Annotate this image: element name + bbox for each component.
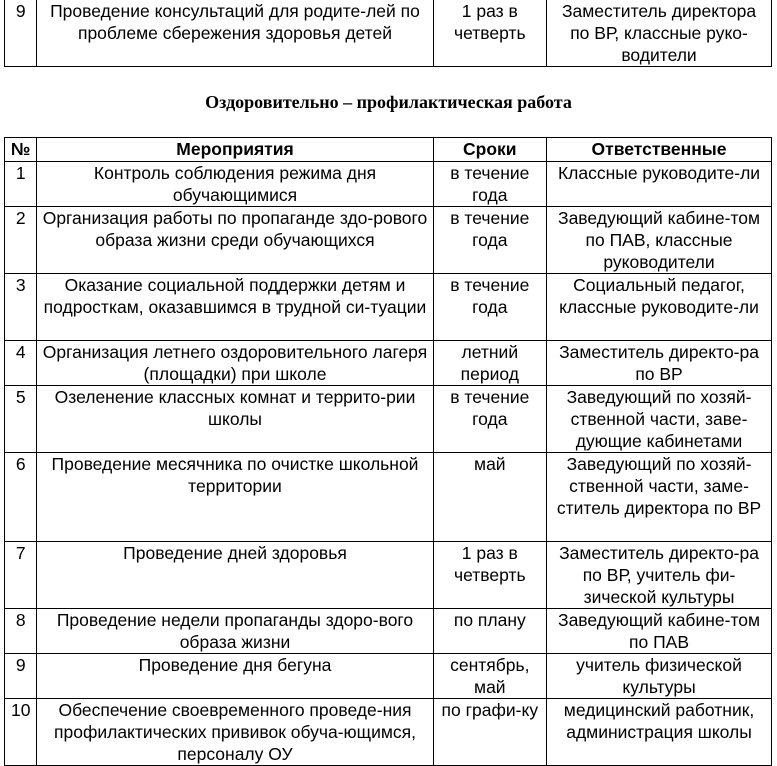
row-number: 9 xyxy=(5,654,37,699)
table-row xyxy=(5,0,772,67)
term-cell: в течение года xyxy=(433,274,546,341)
row-number: 8 xyxy=(5,609,37,654)
row-number: 2 xyxy=(5,207,37,274)
responsible-cell: Заместитель директора по ВР, классные руко-водители xyxy=(547,0,772,67)
row-number: 7 xyxy=(5,542,37,609)
header-responsible: Ответственные xyxy=(547,138,772,162)
responsible-cell: Заместитель директо-ра по ВР, учитель фи-зической культуры xyxy=(547,542,772,609)
table-row xyxy=(5,386,772,453)
row-number: 5 xyxy=(5,386,37,453)
term-cell: летний период xyxy=(433,341,546,386)
table-row xyxy=(5,341,772,386)
header-terms: Сроки xyxy=(433,138,546,162)
table-row xyxy=(5,453,772,542)
row-number: 4 xyxy=(5,341,37,386)
row-number: 9 xyxy=(5,0,37,67)
term-cell: 1 раз в четверть xyxy=(433,542,546,609)
table-row xyxy=(5,654,772,699)
section-title: Оздоровительно – профилактическая работа xyxy=(205,92,572,112)
term-cell: по графи-ку xyxy=(433,699,546,766)
row-number: 3 xyxy=(5,274,37,341)
term-cell: по плану xyxy=(433,609,546,654)
table-row xyxy=(5,207,772,274)
header-events: Мероприятия xyxy=(37,138,433,162)
event-cell: Озеленение классных комнат и террито-рии школы xyxy=(37,386,433,453)
event-cell: Организация работы по пропаганде здо-рового образа жизни среди обучающихся xyxy=(37,207,433,274)
term-cell: в течение года xyxy=(433,162,546,207)
row-number: 6 xyxy=(5,453,37,542)
responsible-cell: Заведующий по хозяй-ственной части, заме-ститель директора по ВР xyxy=(547,453,772,542)
event-cell: Проведение консультаций для родите-лей по проблеме сбережения здоровья детей xyxy=(37,0,433,67)
responsible-cell: Заведующий кабине-том по ПАВ, классные руководители xyxy=(547,207,772,274)
previous-section-table xyxy=(4,0,772,67)
event-cell: Контроль соблюдения режима дня обучающимися xyxy=(37,162,433,207)
health-activities-table xyxy=(4,137,772,766)
responsible-cell: Классные руководите-ли xyxy=(547,162,772,207)
header-number: № xyxy=(5,138,37,162)
event-cell: Обеспечение своевременного проведе-ния профилактических прививок обуча-ющимся, персоналу ОУ xyxy=(37,699,433,766)
term-cell: май xyxy=(433,453,546,542)
table-row xyxy=(5,699,772,766)
responsible-cell: Заведующий по хозяй-ственной части, заве-дующие кабинетами xyxy=(547,386,772,453)
term-cell: сентябрь, май xyxy=(433,654,546,699)
term-cell: в течение года xyxy=(433,207,546,274)
responsible-cell: учитель физической культуры xyxy=(547,654,772,699)
event-cell: Проведение дня бегуна xyxy=(37,654,433,699)
row-number: 10 xyxy=(5,699,37,766)
event-cell: Проведение месячника по очистке школьной территории xyxy=(37,453,433,542)
row-number: 1 xyxy=(5,162,37,207)
table-row xyxy=(5,542,772,609)
responsible-cell: медицинский работник, администрация школы xyxy=(547,699,772,766)
responsible-cell: Социальный педагог, классные руководите-ли xyxy=(547,274,772,341)
event-cell: Организация летнего оздоровительного лагеря (площадки) при школе xyxy=(37,341,433,386)
table-row xyxy=(5,609,772,654)
term-cell: в течение года xyxy=(433,386,546,453)
table-header-row xyxy=(5,138,772,162)
event-cell: Проведение дней здоровья xyxy=(37,542,433,609)
event-cell: Оказание социальной поддержки детям и подросткам, оказавшимся в трудной си-туации xyxy=(37,274,433,341)
responsible-cell: Заведующий кабине-том по ПАВ xyxy=(547,609,772,654)
table-row xyxy=(5,162,772,207)
term-cell: 1 раз в четверть xyxy=(433,0,546,67)
event-cell: Проведение недели пропаганды здоро-вого образа жизни xyxy=(37,609,433,654)
table-row xyxy=(5,274,772,341)
responsible-cell: Заместитель директо-ра по ВР xyxy=(547,341,772,386)
